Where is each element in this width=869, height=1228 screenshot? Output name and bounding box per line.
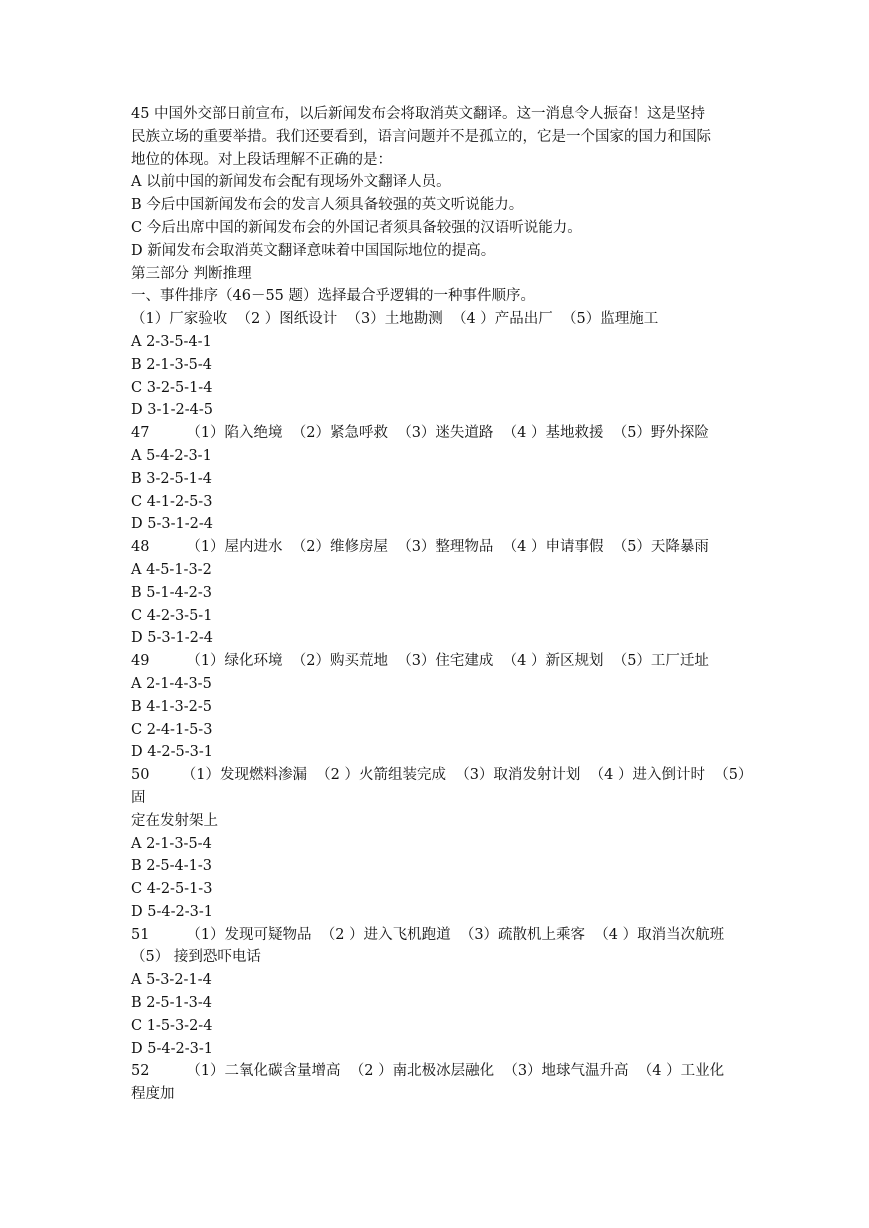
question-line: 固	[131, 789, 146, 806]
option-line: C 4-2-3-5-1	[131, 607, 213, 624]
question-line: （1）厂家验收 （2 ）图纸设计 （3）土地勘测 （4 ）产品出厂 （5）监理施工	[131, 311, 659, 328]
question-line: 定在发射架上	[131, 812, 218, 829]
option-line: B 2-1-3-5-4	[131, 356, 212, 373]
option-line: D 5-4-2-3-1	[131, 1040, 213, 1057]
option-line: B 今后中国新闻发布会的发言人须具备较强的英文听说能力。	[131, 197, 524, 214]
text-line: 民族立场的重要举措。我们还要看到，语言问题并不是孤立的，它是一个国家的国力和国际	[131, 128, 711, 145]
question-line: 52 （1）二氧化碳含量增高 （2 ）南北极冰层融化 （3）地球气温升高 （4 ）工业化	[131, 1063, 725, 1080]
option-line: D 5-4-2-3-1	[131, 903, 213, 920]
question-line: 51 （1）发现可疑物品 （2 ）进入飞机跑道 （3）疏散机上乘客 （4 ）取消当次航班	[131, 926, 725, 943]
option-line: C 1-5-3-2-4	[131, 1017, 213, 1034]
option-line: D 新闻发布会取消英文翻译意味着中国国际地位的提高。	[131, 242, 496, 259]
section-heading: 第三部分 判断推理	[131, 265, 252, 282]
option-line: D 4-2-5-3-1	[131, 744, 213, 761]
question-line: 50 （1）发现燃料渗漏 （2 ）火箭组装完成 （3）取消发射计划 （4 ）进入倒计时 （5）	[131, 767, 753, 784]
option-line: C 2-4-1-5-3	[131, 721, 213, 738]
option-line: A 2-1-3-5-4	[131, 835, 212, 852]
option-line: C 3-2-5-1-4	[131, 379, 213, 396]
option-line: D 5-3-1-2-4	[131, 516, 213, 533]
option-line: D 3-1-2-4-5	[131, 402, 213, 419]
option-line: D 5-3-1-2-4	[131, 630, 213, 647]
option-line: C 今后出席中国的新闻发布会的外国记者须具备较强的汉语听说能力。	[131, 219, 582, 236]
option-line: B 2-5-1-3-4	[131, 995, 212, 1012]
document-page	[131, 103, 753, 1106]
text-line: 地位的体现。对上段话理解不正确的是：	[131, 151, 392, 168]
question-line: 程度加	[131, 1086, 175, 1103]
option-line: A 2-1-4-3-5	[131, 675, 212, 692]
option-line: B 3-2-5-1-4	[131, 470, 212, 487]
option-line: A 5-3-2-1-4	[131, 972, 212, 989]
option-line: A 5-4-2-3-1	[131, 447, 212, 464]
option-line: A 4-5-1-3-2	[131, 561, 212, 578]
option-line: B 2-5-4-1-3	[131, 858, 212, 875]
option-line: B 5-1-4-2-3	[131, 584, 212, 601]
text-line: 45 中国外交部日前宣布，以后新闻发布会将取消英文翻译。这一消息令人振奋！这是坚持	[131, 106, 706, 122]
subsection-heading: 一、事件排序（46－55 题）选择最合乎逻辑的一种事件顺序。	[131, 288, 536, 305]
option-line: A 2-3-5-4-1	[131, 333, 212, 350]
option-line: B 4-1-3-2-5	[131, 698, 212, 715]
question-line: 48 （1）屋内进水 （2）维修房屋 （3）整理物品 （4 ）申请事假 （5）天降暴雨	[131, 539, 709, 556]
option-line: A 以前中国的新闻发布会配有现场外文翻译人员。	[131, 174, 451, 191]
question-line: 49 （1）绿化环境 （2）购买荒地 （3）住宅建成 （4 ）新区规划 （5）工厂迁址	[131, 653, 709, 670]
option-line: C 4-2-5-1-3	[131, 881, 213, 898]
question-line: （5） 接到恐吓电话	[131, 949, 261, 966]
question-line: 47 （1）陷入绝境 （2）紧急呼救 （3）迷失道路 （4 ）基地救援 （5）野外探险	[131, 425, 709, 442]
option-line: C 4-1-2-5-3	[131, 493, 213, 510]
